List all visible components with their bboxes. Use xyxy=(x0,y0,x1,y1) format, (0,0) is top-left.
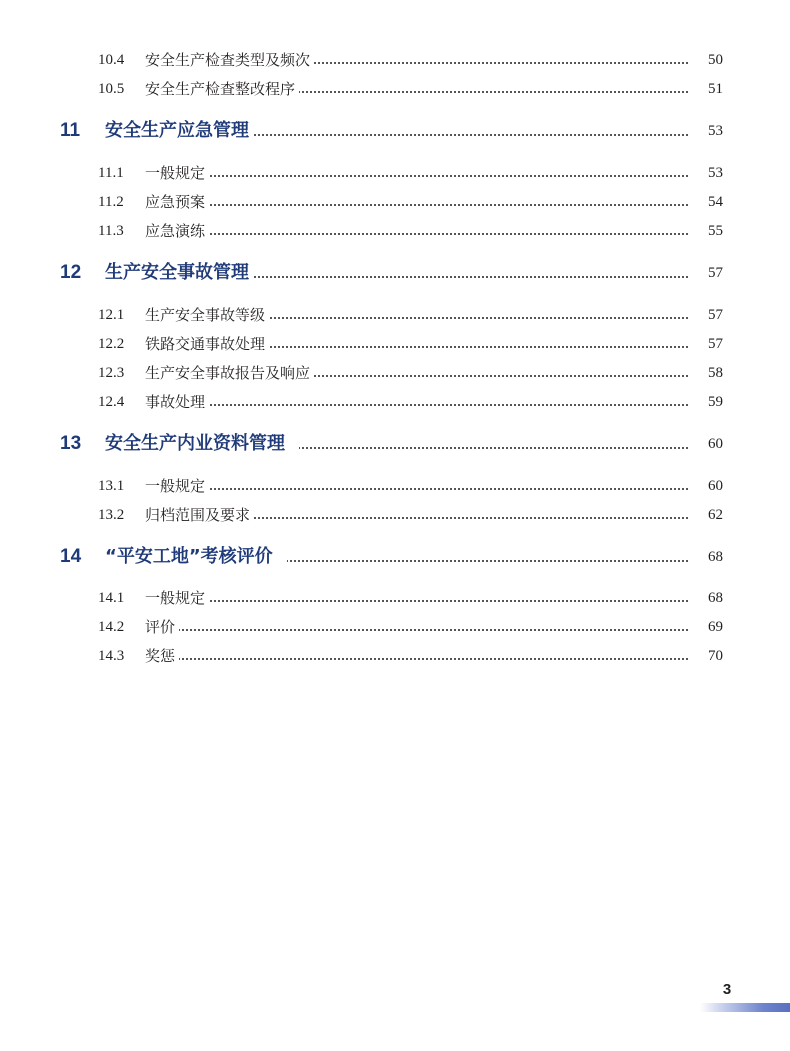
chapter-title: 生产安全事故管理 xyxy=(105,260,253,286)
toc-entry-12-2[interactable] xyxy=(0,331,790,357)
section-number: 14.2 xyxy=(98,619,125,635)
toc-entry-12-1[interactable] xyxy=(0,302,790,328)
section-title: 事故处理 xyxy=(145,389,209,415)
section-number: 12.2 xyxy=(98,336,125,352)
page-number: 70 xyxy=(698,643,723,669)
chapter-title: “平安工地”考核评价 xyxy=(105,544,287,570)
chapter-number: 12 xyxy=(60,262,82,283)
section-number: 12.3 xyxy=(98,365,125,381)
section-number: 13.2 xyxy=(98,507,125,523)
chapter-number: 13 xyxy=(60,433,82,454)
toc-entry-14-2[interactable] xyxy=(0,614,790,640)
section-title: 一般规定 xyxy=(145,160,209,186)
page-number: 57 xyxy=(698,260,723,286)
dot-leader xyxy=(145,488,688,490)
page-number: 58 xyxy=(698,360,723,386)
page-number: 68 xyxy=(698,544,723,570)
toc-entry-11-2[interactable] xyxy=(0,189,790,215)
dot-leader xyxy=(145,233,688,235)
section-number: 10.5 xyxy=(98,81,125,97)
page-number: 60 xyxy=(698,431,723,457)
page-number: 53 xyxy=(698,118,723,144)
section-title: 应急演练 xyxy=(145,218,209,244)
dot-leader xyxy=(145,658,688,660)
page-number: 54 xyxy=(698,189,723,215)
section-title: 安全生产检查类型及频次 xyxy=(145,47,314,73)
page-number: 62 xyxy=(698,502,723,528)
page-number: 55 xyxy=(698,218,723,244)
chapter-number: 11 xyxy=(60,120,81,141)
section-title: 应急预案 xyxy=(145,189,209,215)
page-number: 51 xyxy=(698,76,723,102)
section-number: 10.4 xyxy=(98,52,125,68)
page-number: 53 xyxy=(698,160,723,186)
dot-leader xyxy=(145,404,688,406)
toc-entry-10-5[interactable] xyxy=(0,76,790,102)
section-number: 11.2 xyxy=(98,194,124,210)
toc-chapter-13[interactable] xyxy=(0,431,790,457)
toc-entry-12-4[interactable] xyxy=(0,389,790,415)
section-title: 生产安全事故报告及响应 xyxy=(145,360,314,386)
section-number: 14.1 xyxy=(98,590,125,606)
section-number: 12.1 xyxy=(98,307,125,323)
page-number: 69 xyxy=(698,614,723,640)
section-number: 12.4 xyxy=(98,394,125,410)
page-number: 57 xyxy=(698,331,723,357)
page-number: 59 xyxy=(698,389,723,415)
section-number: 11.3 xyxy=(98,223,124,239)
page-number: 68 xyxy=(698,585,723,611)
section-title: 一般规定 xyxy=(145,473,209,499)
section-title: 铁路交通事故处理 xyxy=(145,331,269,357)
section-number: 11.1 xyxy=(98,165,124,181)
dot-leader xyxy=(145,629,688,631)
section-number: 14.3 xyxy=(98,648,125,664)
section-title: 生产安全事故等级 xyxy=(145,302,269,328)
chapter-title: 安全生产应急管理 xyxy=(105,118,253,144)
toc-entry-10-4[interactable] xyxy=(0,47,790,73)
toc-chapter-12[interactable] xyxy=(0,260,790,286)
folio-page-number: 3 xyxy=(722,981,732,998)
page-number: 57 xyxy=(698,302,723,328)
toc-entry-14-3[interactable] xyxy=(0,643,790,669)
section-title: 奖惩 xyxy=(145,643,179,669)
page-number: 60 xyxy=(698,473,723,499)
dot-leader xyxy=(145,175,688,177)
toc-chapter-14[interactable] xyxy=(0,544,790,570)
section-title: 安全生产检查整改程序 xyxy=(145,76,299,102)
toc-entry-13-2[interactable] xyxy=(0,502,790,528)
section-title: 评价 xyxy=(145,614,179,640)
footer-accent-bar xyxy=(700,1003,790,1012)
section-number: 13.1 xyxy=(98,478,125,494)
page-number: 50 xyxy=(698,47,723,73)
chapter-title: 安全生产内业资料管理 xyxy=(105,431,299,457)
section-title: 归档范围及要求 xyxy=(145,502,254,528)
toc-entry-12-3[interactable] xyxy=(0,360,790,386)
chapter-number: 14 xyxy=(60,546,82,567)
dot-leader xyxy=(145,600,688,602)
toc-chapter-11[interactable] xyxy=(0,118,790,144)
toc-entry-11-3[interactable] xyxy=(0,218,790,244)
section-title: 一般规定 xyxy=(145,585,209,611)
toc-entry-13-1[interactable] xyxy=(0,473,790,499)
toc-entry-14-1[interactable] xyxy=(0,585,790,611)
toc-entry-11-1[interactable] xyxy=(0,160,790,186)
dot-leader xyxy=(145,204,688,206)
